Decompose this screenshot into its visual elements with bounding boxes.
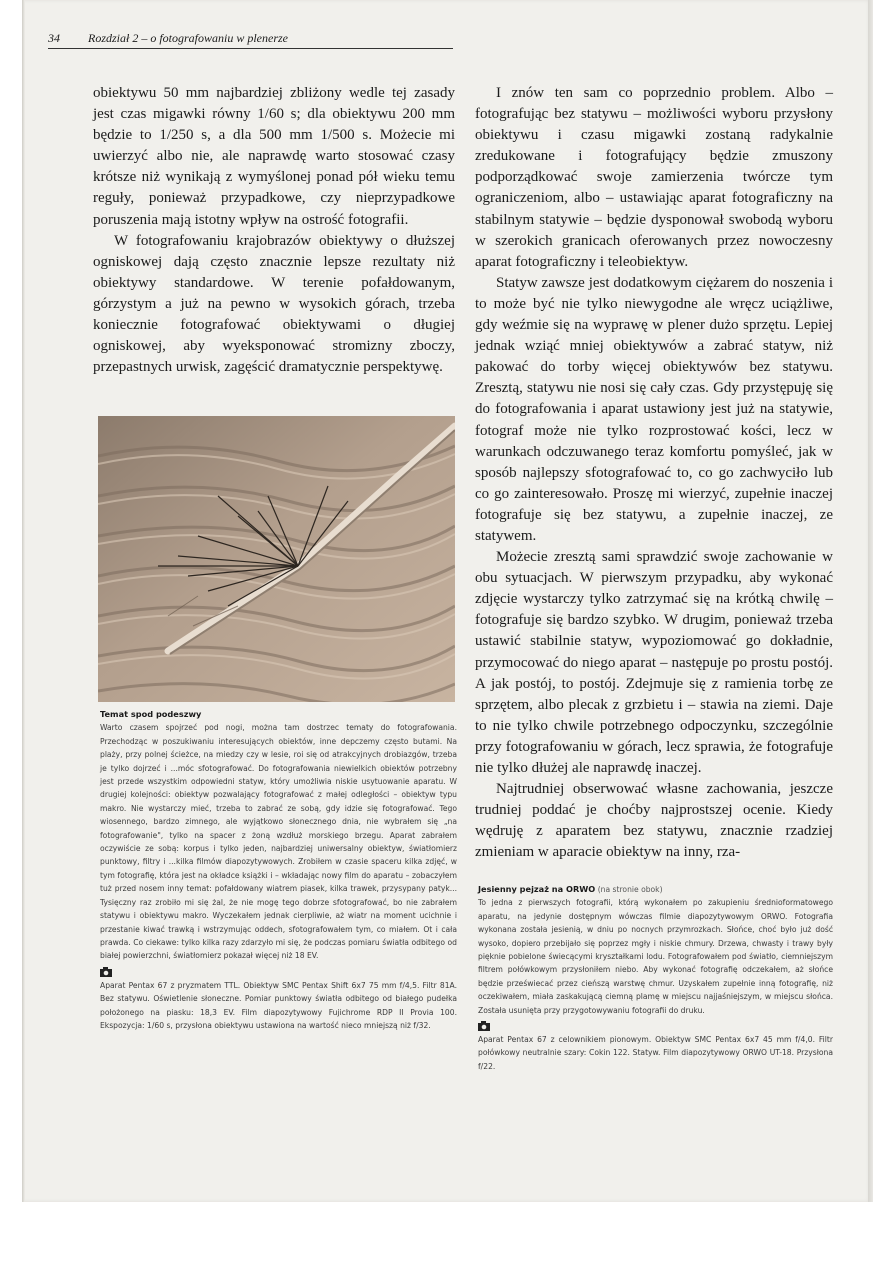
- photo-caption: [100, 708, 457, 1032]
- paragraph: I znów ten sam co poprzednio problem. Albo – fotografując bez statywu – możliwości wyboru przysłony obiektywu i czasu migawki zostaną radykalnie zredukowane i fotografujący będzie zmuszony podporządkować swoje zamierzenia twórcze tym ograniczeniom, albo – ustawiając aparat fotograficzny na stabilnym statywie – będzie dysponował swobodą wyboru w szerokich granicach oferowanych przez nowoczesny aparat fotograficzny i teleobiektyw.: [475, 85, 833, 270]
- camera-icon: [478, 1021, 490, 1031]
- caption-body: Warto czasem spojrzeć pod nogi, można tam dostrzec tematy do fotografowania. Przechodząc w poszukiwaniu interesujących obiektów, inne depczemy często butami. Na plaży, przy polnej ścieżce, na miedzy czy w lesie, roi się od atrakcyjnych drobiazgów, trzeba je tylko dojrzeć i ...móc sfotografować. Do fotografowania niewielkich obiektów potrzebny jest przede wszystkim odpowiedni statyw, który umożliwia niskie usytuowanie aparatu. W drugiej kolejności: obiektyw pozwalający fotografować z małej odległości – obiektyw typu makro. Nie wystarczy mieć, trzeba to zabrać ze sobą, gdy idzie się fotografować. Tego wiosennego, bardzo zimnego, ale wyjątkowo słonecznego dnia, nie wybrałem się „na fotografowanie", tylko na spacer z żoną wzdłuż morskiego brzegu. Aparat zabrałem oczywiście ze sobą: korpus i tylko jeden, najbardziej uniwersalny obiektyw, światłomierz punktowy, filtry i ...kilka filmów diapozytywowych. Zrobiłem w czasie spaceru kilka zdjęć, w tym fotografię, która jest na okładce książki i – wkładając nowy film do aparatu – zobaczyłem tuż przed nosem inny temat: pofałdowany wiatrem piasek, kilka trawek, przysypany patyk... Tysięczny raz zrobiło mi się żal, że nie mogę tego dobrze sfotografować, bo nie zabrałem statywu i obiektywu makro. Wyczekałem jednak cierpliwie, aż wiatr na moment ucichnie i przestanie kiwać trawką i wstrzymując oddech, sfotografowałem tym, co miałem. Ot i cała prawda. Co ciekawe: tylko kilka razy zdarzyło mi się, że podczas pomiaru światła odbitego od białej powierzchni, światłomierz pokazał więcej niż 18 EV.: [100, 723, 457, 961]
- paragraph: Możecie zresztą sami sprawdzić swoje zachowanie w obu sytuacjach. W pierwszym przypadku, aby wykonać zdjęcie wystarczy tylko zatrzymać się na krótką chwilę – fotografuje się bardzo szybko. W drugim, ponieważ trzeba ustawić stabilnie statyw, wypoziomować go dokładnie, przymocować do niego aparat – następuje po prostu postój. A jak postój, to postój. Zdejmuje się z ramienia torbę ze sprzętem, albo plecak z grzbietu i – stawia na ziemi. Daje to nie tylko chwile potrzebnego odpoczynku, szczególnie przy fotografowaniu w górach, lecz sprawia, że fotografuje nie tylko dłużej ale naprawdę inaczej.: [475, 549, 833, 776]
- left-column: [93, 83, 455, 378]
- right-column: [475, 83, 833, 863]
- caption-note: (na stronie obok): [597, 885, 663, 894]
- camera-icon: [100, 967, 112, 977]
- page-edge: [868, 0, 873, 1202]
- caption-title: Jesienny pejzaż na ORWO: [478, 884, 596, 894]
- caption-tech-details: Aparat Pentax 67 z pryzmatem TTL. Obiektyw SMC Pentax Shift 6x7 75 mm f/4,5. Filtr 81A. Bez statywu. Oświetlenie słoneczne. Pomiar punktowy światła odbitego od białego pudełka położonego na piasku: 18,3 EV. Film diapozytywowy Fujichrome RDP II Provia 100. Ekspozycja: 1/60 s, przysłona obiektywu ustawiona na wartość nieco mniejszą niż f/32.: [100, 980, 457, 1030]
- sand-grass-illustration: [98, 416, 455, 702]
- paragraph: obiektywu 50 mm najbardziej zbliżony wedle tej zasady jest czas migawki równy 1/60 s; dla obiektywu 200 mm będzie to 1/250 s, a dla 500 mm 1/500 s. Możecie mi uwierzyć albo nie, ale naprawdę warto stosować czasy krótsze niż wynikają z wymyślonej ponad pół wieku temu reguły, ponieważ przypadkowe, czy nieprzypadkowe poruszenia mają istotny wpływ na ostrość fotografii.: [93, 85, 455, 228]
- paragraph: Najtrudniej obserwować własne zachowania, jeszcze trudniej poddać je choćby najprostszej ocenie. Kiedy wędruję z aparatem bez statywu, znacznie rzadziej zmieniam w aparacie obiektyw na inny, rza-: [475, 781, 833, 861]
- photo-caption-facing-page: [478, 883, 833, 1073]
- page-number: 34: [48, 31, 60, 45]
- paragraph: Statyw zawsze jest dodatkowym ciężarem do noszenia i to może być nie tylko niewygodne ale wręcz uciążliwe, gdy weźmie się na wyprawę w plener dużo sprzętu. Lepiej jednak wziąć mniej obiektywów a zabrać statyw, niż pakować do torby więcej obiektywów bez statywu. Zresztą, statywu nie nosi się cały czas. Gdy przystępuję się do fotografowania i aparat ustawiony jest już na statywie, fotograf może nie tylko rozprostować kości, lecz w warunkach odczuwanego teraz komfortu pomyśleć, jak w sposób najlepszy sfotografować to, co go zachwyciło lub co go zainteresowało. Proszę mi wierzyć, zupełnie inaczej fotografuje się bez statywu, a zupełnie inaczej, ze statywem.: [475, 274, 833, 544]
- caption-body: To jedna z pierwszych fotografii, którą wykonałem po zakupieniu średnioformatowego aparatu, na jedynie dostępnym wówczas filmie diapozytywowym ORWO. Fotografia wykonana została jesienią, w dniu po nocnych przymrozkach. Słońce, choć było już dość wysoko, dopiero przebijało się poprzez mgły i niskie chmury. Drzewa, chwasty i trawy były pięknie pobielone świecącymi kryształkami lodu. Fotografowałem pod światło, ciemniejszym filtrem połówkowym przysłoniłem niebo. Aby wykonać fotografię odczekałem, aż słońce będzie przeświecać przez cieńszą warstwę chmur. Uzyskałem zupełnie inną fotografię, niż oczekiwałem, miała zaskakującą ciemną plamę w miejscu najjaśniejszym, w miejscu słońca. Została usunięta przy przygotowywaniu fotografii do druku.: [478, 898, 833, 1015]
- chapter-title: Rozdział 2 – o fotografowaniu w plenerze: [88, 31, 289, 45]
- paragraph: W fotografowaniu krajobrazów obiektywy o dłuższej ogniskowej dają często znacznie lepsze rezultaty niż obiektywy standardowe. W terenie pofałdowanym, górzystym a już na pewno w wysokich górach, trzeba koniecznie fotografować obiektywami o długiej ogniskowej, aby wyeksponować stromizny zboczy, przepastnych urwisk, zagęścić dramatycznie perspektywę.: [93, 232, 455, 376]
- sand-photo: [98, 416, 455, 702]
- book-spine-shadow: [22, 0, 25, 1202]
- caption-tech-details: Aparat Pentax 67 z celownikiem pionowym. Obiektyw SMC Pentax 6x7 45 mm f/4,0. Filtr połówkowy neutralnie szary: Cokin 122. Statyw. Film diapozytywowy ORWO UT-18. Przysłona f/22.: [478, 1035, 833, 1071]
- running-header: [48, 30, 453, 49]
- caption-title: Temat spod podeszwy: [100, 709, 202, 719]
